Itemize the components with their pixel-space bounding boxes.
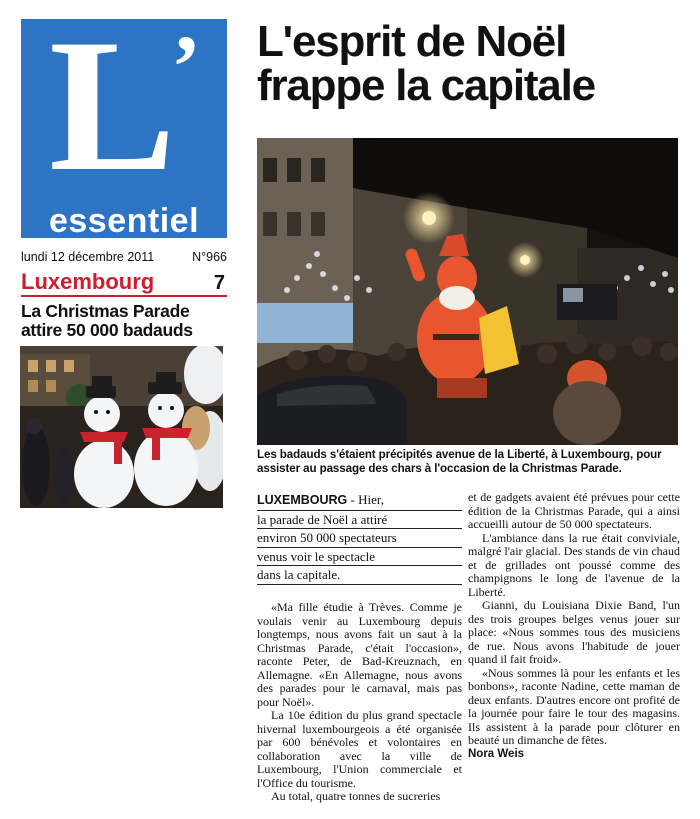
section-name: Luxembourg <box>21 269 155 294</box>
paragraph: et de gadgets avaient été prévues pour cette édition de la Christmas Parade, qui a ainsi accueilli autour de 50 000 spectateurs. <box>468 490 680 531</box>
issue-number: N°966 <box>192 250 227 264</box>
photo-caption: Les badauds s'étaient précipités avenue de la Liberté, à Luxembourg, pour assister au passage des chars à l'occasion de la Christmas Parade. <box>257 448 662 475</box>
logo-wordmark: essentiel <box>48 202 200 238</box>
issue-dateline <box>21 250 227 264</box>
logo-apostrophe: ’ <box>171 19 201 117</box>
paragraph: L'ambiance dans la rue était conviviale, malgré l'air glacial. Des stands de vin chaud et de grillades ont poussé comme des champignons le long de l'avenue de la Liberté. <box>468 530 680 599</box>
section-header <box>21 265 227 297</box>
teaser-title: La Christmas Parade attire 50 000 badauds <box>21 301 193 340</box>
teaser-photo <box>20 346 223 508</box>
headline-line-2: frappe la capitale <box>257 61 595 110</box>
lead-line-text: - Hier, <box>347 492 384 507</box>
article-lead <box>257 491 462 585</box>
article-headline <box>257 17 697 110</box>
lead-line: dans la capitale. <box>257 566 462 585</box>
article-column-2 <box>468 491 680 761</box>
section-page-number: 7 <box>213 272 225 294</box>
lead-line: venus voir le spectacle <box>257 548 462 567</box>
newspaper-logo <box>21 19 227 238</box>
article-column-1 <box>257 601 462 804</box>
lead-line <box>257 491 462 511</box>
byline: Nora Weis <box>468 747 525 760</box>
paragraph: Gianni, du Louisiana Dixie Band, l'un des trois groupes belges venus jouer sur place: «Nous sommes tous des musiciens de rue. Nous avons l'habitude de jouer quand il fait froid». <box>468 598 680 666</box>
snowmen-illustration <box>20 346 223 508</box>
parade-illustration <box>257 138 678 445</box>
paragraph: Au total, quatre tonnes de sucreries <box>271 789 441 803</box>
issue-date: lundi 12 décembre 2011 <box>21 250 155 264</box>
lead-keyword: LUXEMBOURG <box>257 493 348 507</box>
paragraph: «Ma fille étudie à Trèves. Comme je voulais venir au Luxembourg depuis longtemps, nous avons fait un saut à la Christmas Parade, c'était l'occasion», raconte Peter, de Bad-Kreuznach, en Allemagne. «En Allemagne, nous avons des parades pour le carnaval, mais pas pour Noël». <box>257 600 462 709</box>
headline-line-1: L'esprit de Noël <box>257 17 567 66</box>
lead-line: la parade de Noël a attiré <box>257 511 462 530</box>
logo-letter: L <box>49 19 176 211</box>
main-photo <box>257 138 678 445</box>
paragraph: «Nous sommes là pour les enfants et les bonbons», raconte Nadine, cette maman de deux enfants. D'autres encore ont profité de la journée pour faire le tour des magasins. Ils assistent à la parade pour clôturer en beauté un dimanche de fêtes. <box>468 665 680 747</box>
lead-line: environ 50 000 spectateurs <box>257 529 462 548</box>
paragraph: La 10e édition du plus grand spectacle hivernal luxembourgeois a été organisée par 600 bénévoles et volontaires en collaboration avec la ville de Luxembourg, l'Union commerciale et l'Office du tourisme. <box>257 708 462 790</box>
